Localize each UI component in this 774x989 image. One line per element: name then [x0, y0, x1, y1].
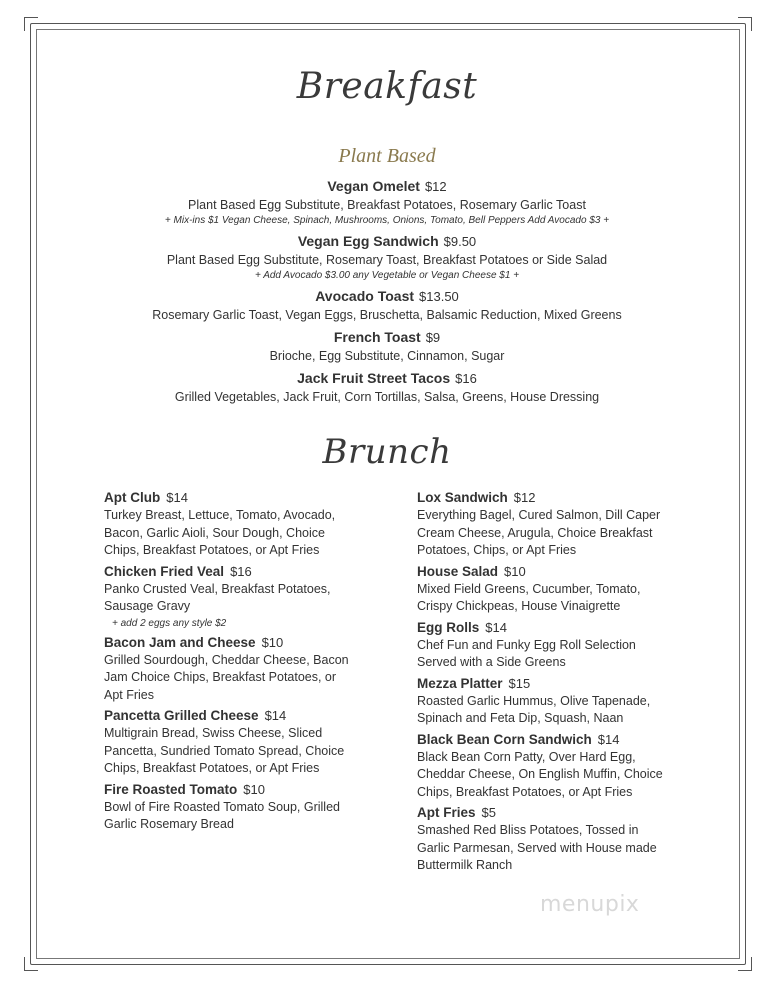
brunch-title: Brunch	[322, 432, 452, 472]
menu-item-description: Grilled Vegetables, Jack Fruit, Corn Tortillas, Salsa, Greens, House Dressing	[174, 390, 600, 404]
menu-item-name: Black Bean Corn Sandwich	[417, 731, 592, 747]
menu-item-description-line: Black Bean Corn Patty, Over Hard Egg,	[417, 749, 636, 764]
menu-item-description-line: Buttermilk Ranch	[417, 858, 513, 872]
plant-based-subtitle: Plant Based	[338, 145, 436, 167]
corner-ornament	[24, 17, 38, 31]
menu-item-name: Lox Sandwich	[417, 490, 508, 505]
menu-item-name: Apt Club	[104, 490, 161, 505]
menu-item-header	[417, 804, 717, 822]
menu-item	[0, 177, 774, 228]
menu-item-description: Brioche, Egg Substitute, Cinnamon, Sugar	[269, 349, 505, 363]
menu-item-description-line: Apt Fries	[104, 687, 155, 702]
menu-item-price: $14	[166, 490, 188, 505]
menu-item-price: $10	[504, 563, 526, 579]
menu-item-name: French Toast	[333, 329, 421, 345]
menu-item-note: + Add Avocado $3.00 any Vegetable or Vegan Cheese $1 +	[254, 270, 520, 281]
menu-item	[417, 731, 717, 802]
menu-item-header	[104, 707, 404, 725]
menu-item-price: $10	[261, 634, 284, 650]
menu-item-price: $16	[230, 563, 252, 579]
menu-item	[0, 287, 774, 324]
menu-item-description-line: Grilled Sourdough, Cheddar Cheese, Bacon	[104, 652, 349, 667]
menu-item-description-line: Chef Fun and Funky Egg Roll Selection	[417, 637, 636, 652]
menu-item-description-line: Turkey Breast, Lettuce, Tomato, Avocado,	[104, 508, 336, 522]
menu-item-description: Plant Based Egg Substitute, Breakfast Potatoes, Rosemary Garlic Toast	[188, 198, 586, 212]
breakfast-list	[0, 177, 774, 410]
menu-item-description-line: Smashed Red Bliss Potatoes, Tossed in	[417, 823, 639, 837]
menu-item-name: Fire Roasted Tomato	[104, 781, 238, 797]
corner-ornament	[738, 17, 752, 31]
menu-item-description-line: Garlic Rosemary Bread	[104, 817, 234, 831]
menu-item-name: Pancetta Grilled Cheese	[104, 708, 259, 723]
menu-item-price: $14	[485, 619, 507, 635]
menu-item	[417, 489, 717, 560]
menu-item-header	[417, 619, 717, 637]
menu-item	[104, 781, 404, 834]
menu-item-name: House Salad	[417, 563, 499, 579]
menu-item-header	[417, 731, 717, 749]
menu-item-note: + add 2 eggs any style $2	[112, 617, 227, 629]
menu-item-name: Chicken Fried Veal	[104, 563, 225, 579]
menu-item-price: $10	[243, 781, 265, 797]
menu-item-name: Avocado Toast	[315, 288, 415, 304]
menu-item-description-line: Bowl of Fire Roasted Tomato Soup, Grilled	[104, 799, 340, 814]
menu-item-description-line: Multigrain Bread, Swiss Cheese, Sliced	[104, 726, 323, 740]
menu-item-price: $9.50	[443, 234, 477, 249]
menu-item	[104, 563, 404, 631]
menu-item	[417, 563, 717, 616]
menu-item-description-line: Garlic Parmesan, Served with House made	[417, 840, 657, 855]
menu-item-name: Jack Fruit Street Tacos	[297, 370, 451, 386]
menu-item-price: $12	[513, 490, 536, 505]
menu-item-price: $9	[425, 330, 441, 345]
menu-item-description-line: Spinach and Feta Dip, Squash, Naan	[417, 711, 624, 725]
menu-item-description-line: Bacon, Garlic Aioli, Sour Dough, Choice	[104, 525, 325, 540]
menu-item-description-line: Jam Choice Chips, Breakfast Potatoes, or	[104, 670, 337, 684]
menu-item-description-line: Chips, Breakfast Potatoes, or Apt Fries	[104, 543, 320, 557]
menu-item-header	[0, 369, 774, 388]
menu-item-price: $13.50	[419, 289, 459, 304]
corner-ornament	[738, 957, 752, 971]
menu-item-header	[0, 232, 774, 251]
menu-item-price: $14	[597, 731, 620, 747]
menu-item-name: Bacon Jam and Cheese	[104, 634, 256, 650]
menu-item-description-line: Potatoes, Chips, or Apt Fries	[417, 543, 577, 557]
brunch-left-column	[104, 489, 404, 837]
menu-item-description-line: Crispy Chickpeas, House Vinaigrette	[417, 599, 621, 613]
menu-item-header	[104, 634, 404, 652]
menu-item-price: $14	[264, 708, 287, 723]
menu-item	[417, 675, 717, 728]
menu-item	[104, 634, 404, 705]
menu-item-header	[104, 489, 404, 507]
watermark: menupix	[540, 892, 640, 917]
menu-item-price: $15	[508, 675, 531, 691]
menu-item-description: Plant Based Egg Substitute, Rosemary Toast, Breakfast Potatoes or Side Salad	[166, 253, 608, 267]
menu-item	[0, 328, 774, 365]
menu-item-name: Egg Rolls	[417, 619, 480, 635]
menu-item	[417, 804, 717, 875]
menu-item	[0, 232, 774, 283]
menu-item	[104, 489, 404, 560]
menu-item-price: $5	[481, 805, 496, 820]
menu-item-name: Vegan Egg Sandwich	[297, 233, 439, 249]
menu-item-description-line: Served with a Side Greens	[417, 655, 566, 669]
menu-item-description: Rosemary Garlic Toast, Vegan Eggs, Bruschetta, Balsamic Reduction, Mixed Greens	[152, 308, 622, 322]
brunch-right-column	[417, 489, 717, 878]
menu-item-price: $16	[455, 371, 477, 386]
menu-item-description-line: Cheddar Cheese, On English Muffin, Choice	[417, 767, 663, 781]
corner-ornament	[24, 957, 38, 971]
menu-item-header	[417, 563, 717, 581]
menu-item-description-line: Cream Cheese, Arugula, Choice Breakfast	[417, 525, 653, 540]
menu-item-header	[417, 489, 717, 507]
menu-item-description-line: Chips, Breakfast Potatoes, or Apt Fries	[417, 784, 633, 799]
menu-item-description-line: Mixed Field Greens, Cucumber, Tomato,	[417, 581, 641, 596]
menu-item-name: Mezza Platter	[417, 675, 503, 691]
menu-item-name: Apt Fries	[417, 805, 476, 820]
menu-item-description-line: Panko Crusted Veal, Breakfast Potatoes,	[104, 581, 331, 596]
menu-item	[104, 707, 404, 778]
breakfast-title: Breakfast	[296, 66, 478, 107]
menu-item-header	[0, 177, 774, 196]
menu-item-header	[0, 287, 774, 306]
menu-item-header	[104, 781, 404, 799]
menu-item	[417, 619, 717, 672]
menu-item-description-line: Pancetta, Sundried Tomato Spread, Choice	[104, 743, 345, 758]
menu-item-description-line: Roasted Garlic Hummus, Olive Tapenade,	[417, 693, 651, 708]
menu-item-description-line: Everything Bagel, Cured Salmon, Dill Caper	[417, 508, 661, 522]
menu-item-description-line: Sausage Gravy	[104, 599, 191, 613]
menu-item-note: + Mix-ins $1 Vegan Cheese, Spinach, Mushrooms, Onions, Tomato, Bell Peppers Add Avocado $3 +	[164, 215, 610, 226]
menu-item-description-line: Chips, Breakfast Potatoes, or Apt Fries	[104, 761, 320, 775]
menu-item-header	[417, 675, 717, 693]
menu-item-header	[0, 328, 774, 347]
menu-item-price: $12	[424, 179, 447, 194]
menu-item-header	[104, 563, 404, 581]
menu-item	[0, 369, 774, 406]
menu-item-name: Vegan Omelet	[327, 178, 420, 194]
